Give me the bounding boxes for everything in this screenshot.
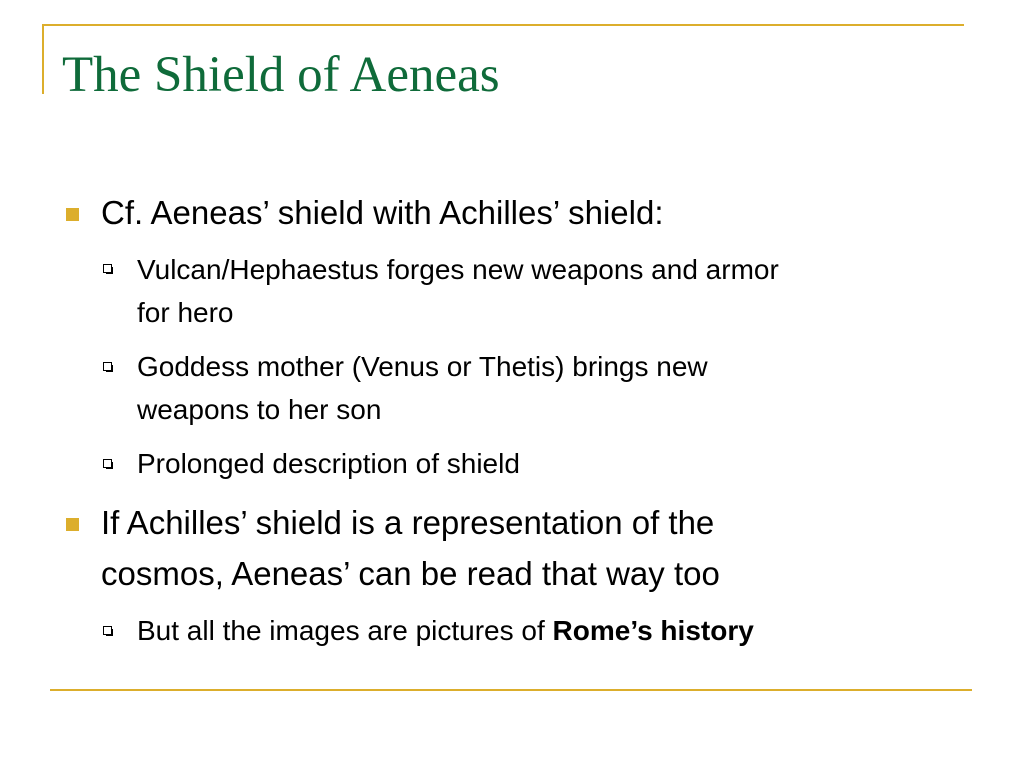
bullet-text: Cf. Aeneas’ shield with Achilles’ shield: [101,194,664,231]
slide-title: The Shield of Aeneas [62,47,500,103]
left-rule [42,24,44,94]
bullet-text: If Achilles’ shield is a representation of the [101,504,715,541]
sub-bullet-emphasis: Rome’s history [552,615,754,646]
bullet-square-icon [66,208,79,221]
sub-bullet-text [137,609,754,652]
top-rule [42,24,964,26]
sub-bullet-text: Vulcan/Hephaestus forges new weapons and armor [137,254,779,285]
sub-bullet-text: Goddess mother (Venus or Thetis) brings new [137,351,708,382]
sub-bullet-icon [103,264,112,273]
sub-bullet-icon [103,362,112,371]
bullet-square-icon [66,518,79,531]
sub-bullet-plain: But all the images are pictures of [137,615,553,646]
bottom-rule [50,689,972,691]
sub-bullet-icon [103,459,112,468]
sub-bullet-icon [103,626,112,635]
sub-bullet-text: for hero [137,297,234,328]
bullet-text: cosmos, Aeneas’ can be read that way too [101,555,720,592]
sub-bullet-text: Prolonged description of shield [137,448,520,479]
sub-bullet-text: weapons to her son [137,394,382,425]
